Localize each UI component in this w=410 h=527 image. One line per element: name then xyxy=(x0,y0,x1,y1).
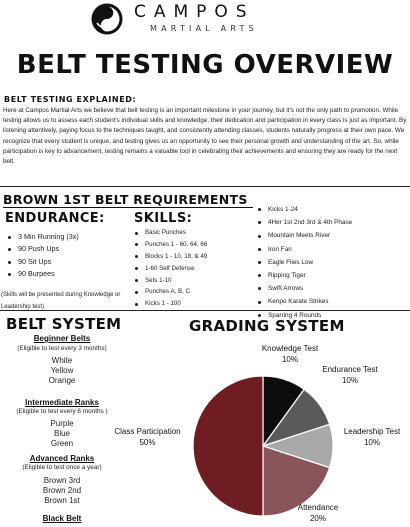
grading-heading: GRADING SYSTEM xyxy=(189,317,345,335)
list-item: Sets 1-10 xyxy=(134,275,207,287)
list-item: Swift Arrows xyxy=(257,282,352,295)
belt-rank: Purple xyxy=(50,419,74,428)
list-item: Punches 1 - 60, 64, 66 xyxy=(134,239,207,251)
list-item: 90 Push Ups xyxy=(7,243,79,255)
list-item: Basic Punches xyxy=(134,227,207,239)
pie-slice-class-participation xyxy=(193,376,263,516)
list-item: Sparring 4 Rounds xyxy=(257,309,352,322)
pie-label-endurance: Endurance Test 10% xyxy=(322,365,378,385)
belt-rank: Brown 1st xyxy=(44,496,80,505)
list-item: Kenpo Karate Strikes xyxy=(257,295,352,308)
explained-heading: BELT TESTING EXPLAINED: xyxy=(4,95,137,104)
pie-label-attendance: Attendance 20% xyxy=(297,503,339,523)
list-item: 4Her 1st 2nd 3rd & 4th Phase xyxy=(257,216,352,229)
belt-group-title: Advanced Ranks xyxy=(29,454,95,463)
pie-label-knowledge: Knowledge Test 10% xyxy=(261,344,319,364)
belt-group-title: Intermediate Ranks xyxy=(25,398,99,407)
belt-group-title: Black Belt xyxy=(42,514,82,523)
skills-heading: SKILLS: xyxy=(134,211,193,226)
belt-rank: Green xyxy=(50,439,74,448)
endurance-heading: ENDURANCE: xyxy=(5,211,105,226)
list-item: Kicks 1 - 100 xyxy=(134,298,207,310)
pie-label-class-participation: Class Participation 50% xyxy=(114,427,181,447)
list-item: Eagle Flies Low xyxy=(257,256,352,269)
explained-body: Here at Campos Martial Arts we believe that belt testing is an important milestone in your journey, but it's not the only path to promotion. While testing allows us to assess each student's individual skills and knowledge, their dedication and participation in every class is just as important. By listening attentively, paying focus to the techniques taught, and consistently attending classes, students naturally progress at their own pace. We recognize that every student is unique, and testing gives us an opportunity to see their personal growth and understanding of the art. So, while participation is key to advancement, testing remains a valuable tool in celebrating their achievements and ensuring they are ready for the next belt. xyxy=(3,107,407,166)
list-item: 90 Sit Ups xyxy=(7,256,79,268)
belt-rank: Brown 2nd xyxy=(42,486,82,495)
belt-rank: Orange xyxy=(48,376,76,385)
list-item: 90 Burpees xyxy=(7,268,79,280)
belt-group-title: Beginner Belts xyxy=(33,334,91,343)
belt-rank: Yellow xyxy=(50,366,74,375)
list-item: Ripping Tiger xyxy=(257,269,352,282)
belt-rank: White xyxy=(51,356,73,365)
brand-name: CAMPOS xyxy=(134,2,255,22)
belt-group-subtitle: (Eligible to test once a year) xyxy=(22,464,102,471)
list-item: Mountain Meets River xyxy=(257,229,352,242)
list-item: 3 Min Running (3x) xyxy=(7,231,79,243)
requirements-heading: BROWN 1ST BELT REQUIREMENTS xyxy=(3,192,248,207)
belt-group-subtitle: (Eligible to test every 6 months ) xyxy=(16,408,108,415)
pie-label-leadership: Leadership Test 10% xyxy=(343,427,401,447)
page-title: BELT TESTING OVERVIEW xyxy=(16,50,394,80)
list-item: Kicks 1-24 xyxy=(257,203,352,216)
list-item: Punches A, B, C xyxy=(134,286,207,298)
brand-subtitle: MARTIAL ARTS xyxy=(150,24,258,33)
belt-rank: Blue xyxy=(53,429,70,438)
belt-group-subtitle: (Eligible to test every 3 months) xyxy=(17,345,107,352)
list-item: Blocks 1 - 10, 18, & 49 xyxy=(134,251,207,263)
belt-rank: Brown 3rd xyxy=(43,476,81,485)
list-item: 1-60 Self Defense xyxy=(134,263,207,275)
belt-system-heading: BELT SYSTEM xyxy=(6,315,122,333)
skills-note: (Skills will be presented during Knowledge or Leadership test) xyxy=(1,292,121,310)
list-item: Iron Fan xyxy=(257,243,352,256)
